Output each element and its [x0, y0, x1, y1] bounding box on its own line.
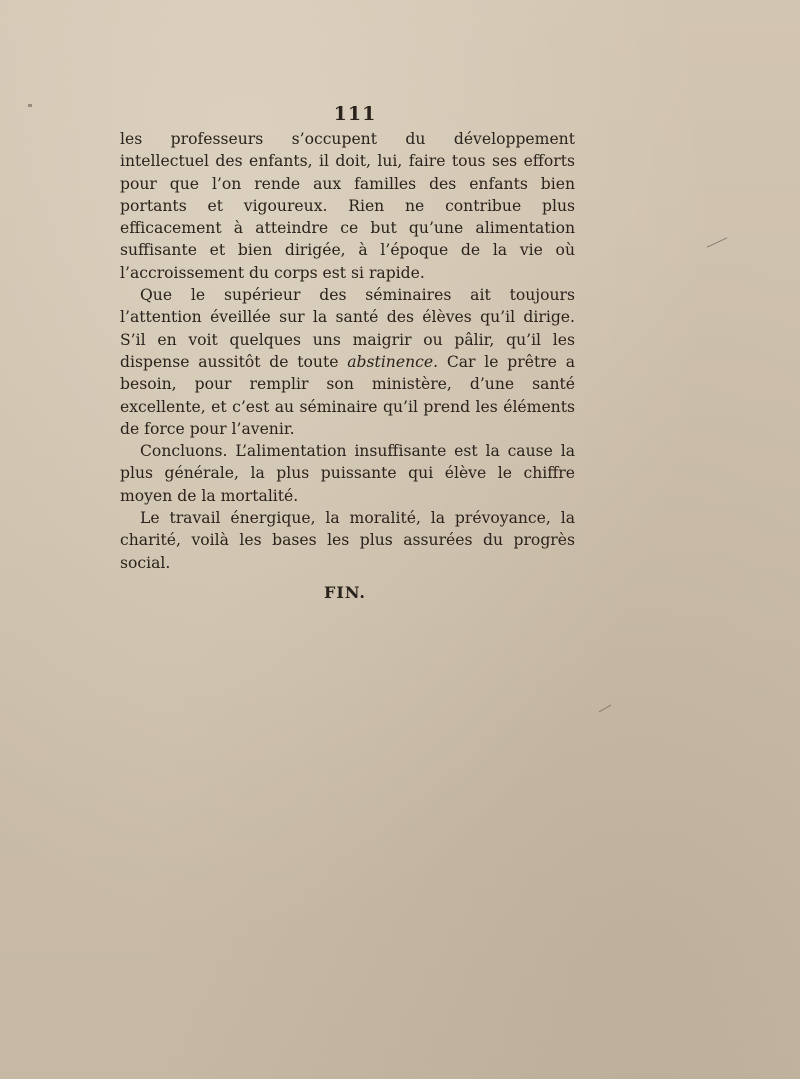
paper-mark — [599, 705, 612, 713]
paragraph-2-emphasis: abstinence. — [347, 352, 439, 371]
paragraph-2-text-after: Car le prêtre a besoin, pour remplir son ministère, d’une santé excellente, et c’est au séminaire qu’il prend les éléments de force pour l’avenir. — [120, 352, 575, 438]
end-marker: FIN. — [323, 583, 366, 602]
paper-speck — [28, 104, 32, 107]
paragraph-2 — [120, 284, 575, 440]
paragraph-4: Le travail énergique, la moralité, la prévoyance, la charité, voilà les bases les plus assurées du progrès social. — [120, 509, 575, 572]
body-text — [120, 128, 575, 574]
page-number: 111 — [333, 103, 377, 125]
paragraph-1: les professeurs s’occupent du développement intellectuel des enfants, il doit, lui, faire tous ses efforts pour que l’on rende aux familles des enfants bien portants et vigoureux. Rien ne contribue plus efficacement à atteindre ce but qu’une alimentation suffisante et bien dirigée, à l’époque de la vie où l’accroissement du corps est si rapide. — [120, 130, 575, 282]
paragraph-2-text-before: Que le supérieur des séminaires ait toujours l’attention éveillée sur la santé des élèves qu’il dirige. S’il en voit quelques uns maigrir ou pâlir, qu’il les dispense aussitôt de toute — [120, 286, 575, 371]
paper-mark — [707, 237, 727, 247]
paragraph-3: Concluons. L’alimentation insuffisante est la cause la plus générale, la plus puissante qui élève le chiffre moyen de la mortalité. — [120, 442, 575, 505]
